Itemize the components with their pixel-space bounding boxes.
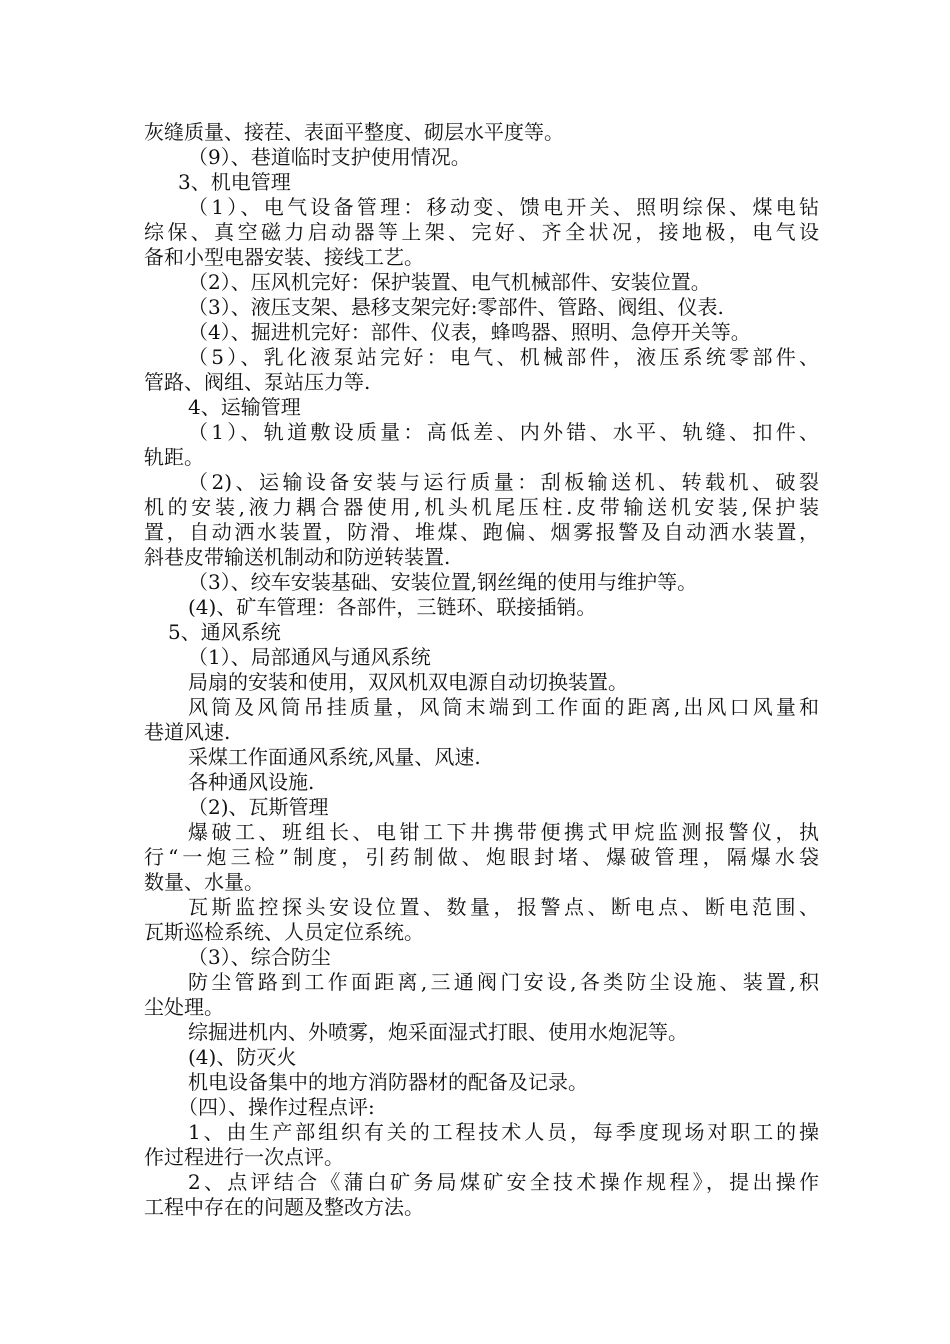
section-heading: 3、机电管理 <box>178 170 291 194</box>
text-line: （5）、乳化液泵站完好：电气、机械部件，液压系统零部件、 <box>188 345 819 369</box>
text-line: 采煤工作面通风系统,风量、风速. <box>188 745 481 769</box>
text-line: （1）、局部通风与通风系统 <box>188 645 431 669</box>
text-line: （1）、轨道敷设质量：高低差、内外错、水平、轨缝、扣件、 <box>188 420 819 444</box>
text-line: 备和小型电器安装、接线工艺。 <box>144 245 424 269</box>
text-line: (4)、防灭火 <box>188 1045 297 1069</box>
text-line: 风筒及风筒吊挂质量，风筒末端到工作面的距离,出风口风量和 <box>188 695 819 719</box>
text-line: 瓦斯巡检系统、人员定位系统。 <box>144 920 424 944</box>
text-line: 防尘管路到工作面距离,三通阀门安设,各类防尘设施、装置,积 <box>188 970 819 994</box>
text-line: 尘处理。 <box>144 995 224 1019</box>
document-body <box>144 120 819 1220</box>
text-line: 灰缝质量、接茬、表面平整度、砌层水平度等。 <box>144 120 564 144</box>
text-line: （1）、电气设备管理：移动变、馈电开关、照明综保、煤电钻 <box>188 195 819 219</box>
text-line: 各种通风设施. <box>188 770 315 794</box>
section-heading: （四）、操作过程点评: <box>178 1095 375 1119</box>
text-line: （2)、运输设备安装与运行质量：刮板输送机、转载机、破裂 <box>188 470 819 494</box>
text-line: 1、由生产部组织有关的工程技术人员，每季度现场对职工的操 <box>188 1120 819 1144</box>
section-heading: 5、通风系统 <box>168 620 281 644</box>
text-line: 工程中存在的问题及整改方法。 <box>144 1195 424 1219</box>
text-line: 综掘进机内、外喷雾，炮采面湿式打眼、使用水炮泥等。 <box>188 1020 688 1044</box>
text-line: （3）、绞车安装基础、安装位置,钢丝绳的使用与维护等。 <box>188 570 698 594</box>
text-line: 作过程进行一次点评。 <box>144 1145 344 1169</box>
text-line: 瓦斯监控探头安设位置、数量，报警点、断电点、断电范围、 <box>188 895 819 919</box>
text-line: 综保、真空磁力启动器等上架、完好、齐全状况，接地极，电气设 <box>144 220 819 244</box>
text-line: 置，自动洒水装置，防滑、堆煤、跑偏、烟雾报警及自动洒水装置， <box>144 520 819 544</box>
text-line: 2、点评结合《蒲白矿务局煤矿安全技术操作规程》，提出操作 <box>188 1170 819 1194</box>
text-line: 机电设备集中的地方消防器材的配备及记录。 <box>188 1070 588 1094</box>
text-line: 斜巷皮带输送机制动和防逆转装置. <box>144 545 451 569</box>
text-line: 行“一炮三检”制度，引药制做、炮眼封堵、爆破管理，隔爆水袋 <box>144 845 819 869</box>
text-line: 轨距。 <box>144 445 204 469</box>
text-line: (4)、矿车管理：各部件，三链环、联接插销。 <box>188 595 597 619</box>
text-line: 局扇的安装和使用，双风机双电源自动切换装置。 <box>188 670 628 694</box>
text-line: （4）、掘进机完好：部件、仪表，蜂鸣器、照明、急停开关等。 <box>188 320 751 344</box>
text-line: （2)、瓦斯管理 <box>188 795 329 819</box>
text-line: 机的安装,液力耦合器使用,机头机尾压柱.皮带输送机安装,保护装 <box>144 495 819 519</box>
text-line: 管路、阀组、泵站压力等. <box>144 370 371 394</box>
section-heading: 4、运输管理 <box>188 395 301 419</box>
text-line: 爆破工、班组长、电钳工下井携带便携式甲烷监测报警仪，执 <box>188 820 819 844</box>
text-line: 巷道风速. <box>144 720 231 744</box>
text-line: （3）、综合防尘 <box>188 945 331 969</box>
text-line: （2）、压风机完好：保护装置、电气机械部件、安装位置。 <box>188 270 711 294</box>
text-line: （3）、液压支架、悬移支架完好:零部件、管路、阀组、仪表. <box>188 295 724 319</box>
text-line: （9）、巷道临时支护使用情况。 <box>188 145 471 169</box>
text-line: 数量、水量。 <box>144 870 264 894</box>
